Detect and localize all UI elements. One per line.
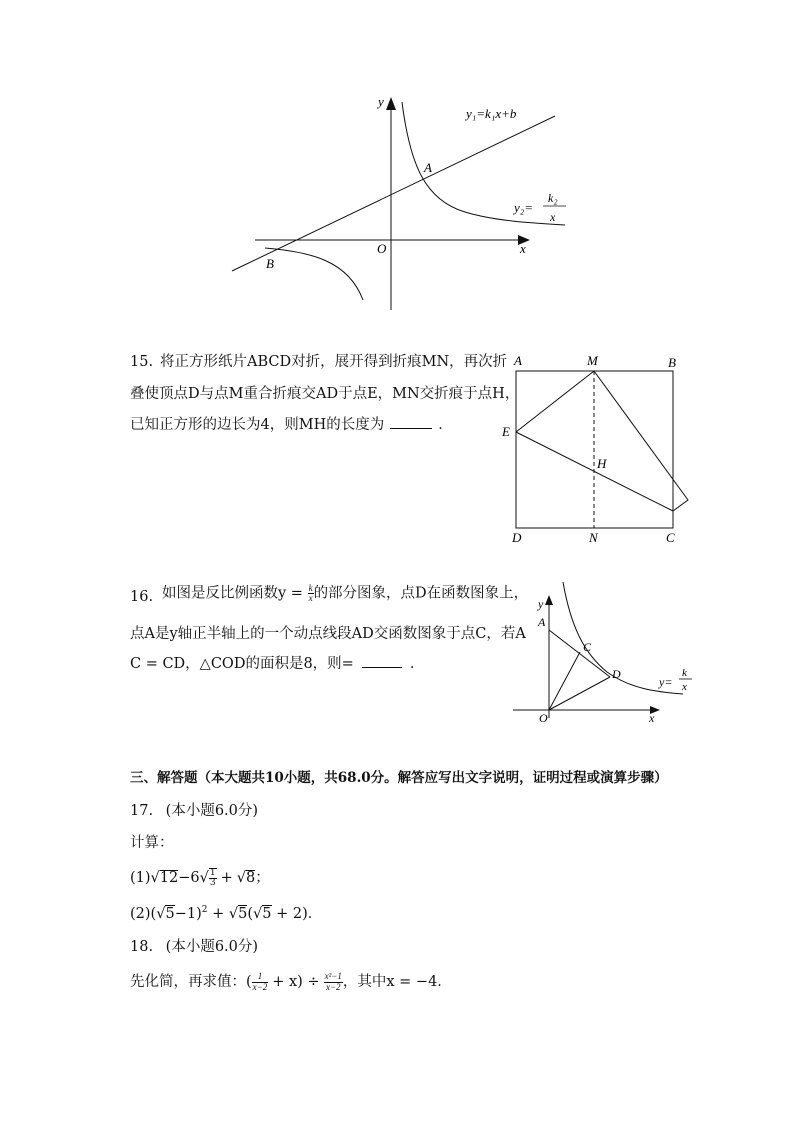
q16-curve-num: k — [682, 667, 687, 679]
q17-item1-frac-num: 1 — [209, 867, 216, 878]
line-y1 — [232, 116, 555, 271]
q15-line2: 叠使顶点D与点M重合折痕交AD于点E，MN交折痕于点H， — [130, 386, 520, 402]
figure-q15 — [500, 350, 700, 550]
q16-number: 16. — [130, 589, 154, 605]
curve-y2-den: x — [550, 210, 556, 224]
q18-f1-num: 1 — [252, 972, 269, 982]
q17-points: (本小题6.0分) — [165, 803, 259, 819]
q17-item1-radicand-d: 8 — [246, 870, 256, 887]
q17-number: 17. — [130, 803, 154, 819]
q17-item1-plus: + — [220, 869, 233, 886]
q16-line3-end: ． — [409, 656, 425, 672]
q18-points: (本小题6.0分) — [165, 939, 259, 955]
q17-item1 — [130, 866, 270, 890]
q18-text-a: 先化简，再求值：( — [130, 973, 252, 990]
q15-label-a: A — [514, 353, 522, 368]
q16-y-axis-arrow — [545, 595, 553, 605]
q17-item2-end: + 2)． — [276, 905, 323, 922]
q15-label-h: H — [597, 456, 607, 471]
q16-curve-den: x — [682, 681, 687, 693]
q16-label-y: y — [538, 597, 544, 611]
line-y1-label: y₁=k₁x+b — [466, 106, 517, 121]
curve-y2-num: k₂ — [548, 191, 558, 205]
point-a-label: A — [424, 160, 432, 175]
q16-label-o: O — [539, 711, 548, 725]
section3-heading: 三、解答题（本大题共10小题，共68.0分。解答应写出文字说明，证明过程或演算步骤） — [130, 770, 668, 786]
q17-instruction: 计算： — [130, 835, 174, 851]
q15-label-m: M — [587, 353, 598, 368]
q17-item1-fraction — [209, 868, 217, 889]
q16-line1-rest: 的部分图象，点D在函数图象上， — [313, 585, 529, 602]
q15-answer-blank[interactable] — [390, 428, 432, 429]
q16-fraction-num: k — [308, 583, 313, 593]
sqrt-icon: √ — [236, 869, 247, 886]
q16-label-x: x — [649, 711, 655, 725]
q16-line3-text: C = CD，△COD的面积是8，则= — [130, 656, 354, 672]
q18-fraction-2 — [324, 972, 343, 992]
q17-item2-plus: + — [212, 905, 225, 922]
sqrt-icon: √ — [199, 869, 209, 886]
q16-line3 — [130, 657, 424, 672]
q16-line2: 点A是y轴正半轴上的一个动点线段AD交函数图象于点C，若A — [130, 626, 526, 642]
q17-item2 — [130, 906, 322, 921]
figure-q16 — [505, 578, 705, 728]
x-axis-label: x — [520, 241, 526, 256]
q16-label-d: D — [612, 667, 621, 681]
q17-item2-label: (2) — [130, 905, 151, 922]
hyperbola-branch-3 — [265, 248, 363, 300]
segment-em — [516, 371, 594, 432]
q17-item2-rad1: 5 — [165, 905, 175, 922]
sqrt-icon: √ — [150, 869, 160, 886]
figure-q14 — [220, 90, 580, 320]
q18-f1-den: x−2 — [252, 981, 268, 992]
y-axis-arrow — [386, 97, 396, 110]
q15-number: 15. — [130, 354, 154, 370]
q17-header — [130, 804, 258, 819]
y-axis-label: y — [378, 94, 384, 109]
q15-label-e: E — [502, 424, 510, 439]
q18-fraction-1 — [252, 972, 269, 992]
q15-label-b: B — [668, 355, 676, 370]
q16-curve-lhs: y= — [659, 675, 673, 689]
curve-y2-lhs: y₂= — [514, 200, 534, 215]
q17-item2-paren: ( — [247, 905, 254, 922]
point-b-label: B — [266, 256, 274, 271]
q18-f2-den: x−2 — [325, 981, 341, 992]
q15-label-c: C — [666, 530, 675, 545]
q15-line3-text: 已知正方形的边长为4，则MH的长度为 — [130, 417, 385, 433]
q17-item1-frac-den: 3 — [209, 878, 216, 888]
q17-item1-label: (1) — [130, 869, 151, 886]
q16-answer-blank[interactable] — [362, 667, 402, 668]
q17-item1-radicand-a: 12 — [159, 870, 179, 887]
sqrt-icon: √ — [228, 905, 239, 922]
q15-line1: 将正方形纸片ABCD对折，展开得到折痕MN，再次折 — [160, 354, 508, 370]
q15-label-n: N — [589, 530, 598, 545]
q18-f2-num: x²−1 — [324, 971, 342, 982]
sqrt-icon: √ — [156, 905, 166, 922]
q16-label-a: A — [538, 615, 546, 629]
q16-line1-text: 如图是反比例函数y = — [162, 585, 303, 602]
sqrt-icon: √ — [253, 905, 263, 922]
q18-body — [130, 968, 452, 996]
q17-item2-open: ( — [150, 905, 157, 922]
origin-label: O — [377, 241, 387, 256]
q16-line1 — [162, 584, 528, 604]
folded-flap — [594, 371, 688, 511]
q18-header — [130, 940, 258, 955]
q17-item2-minus: −1) — [174, 905, 202, 922]
q17-item2-square: 2 — [201, 905, 208, 915]
q18-number: 18. — [130, 939, 154, 955]
q17-item2-rad2: 5 — [238, 905, 248, 922]
q18-text-c: ，其中x = −4． — [342, 973, 452, 990]
q15-label-d: D — [512, 530, 522, 545]
q16-label-c: C — [583, 640, 592, 654]
q17-item2-rad3: 5 — [262, 905, 272, 922]
q15-line3-end: ． — [438, 417, 453, 433]
q17-item1-op: −6 — [178, 869, 200, 886]
q17-item1-end: ； — [255, 869, 270, 886]
q16-fraction-den: x — [308, 593, 313, 604]
q18-text-b: + x) ÷ — [272, 973, 320, 990]
q15-line3 — [130, 418, 453, 433]
